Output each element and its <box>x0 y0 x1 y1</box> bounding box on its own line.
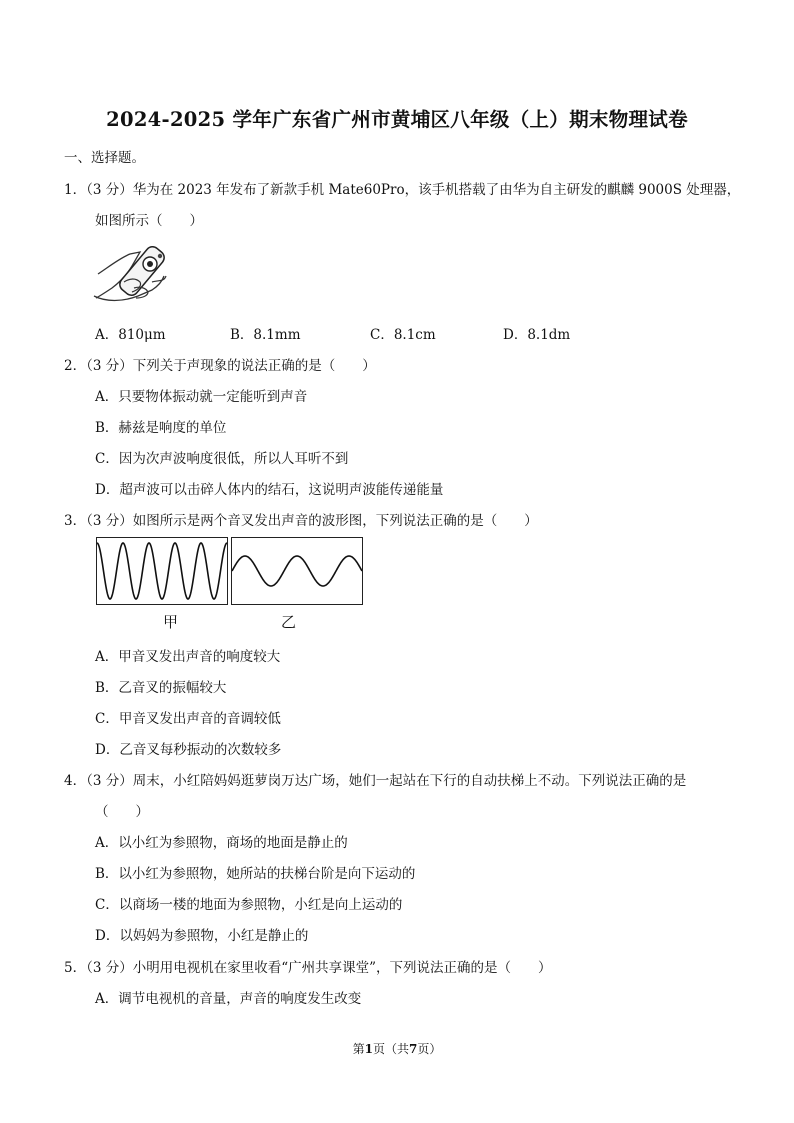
q3-option-b: B．乙音叉的振幅较大 <box>95 680 227 696</box>
q5-option-a: A．调节电视机的音量，声音的响度发生改变 <box>95 991 362 1007</box>
q2-stem: 2．（3 分）下列关于声现象的说法正确的是（ ） <box>64 358 376 374</box>
q4-option-a: A．以小红为参照物，商场的地面是静止的 <box>95 835 348 851</box>
waveform-yi <box>231 537 363 605</box>
footer-suffix: 页） <box>417 1042 442 1056</box>
q4-option-b: B．以小红为参照物，她所站的扶梯台阶是向下运动的 <box>95 866 416 882</box>
waveform-label-jia: 甲 <box>163 613 179 631</box>
q1-option-b: B．8.1mm <box>230 327 301 343</box>
q1-option-a: A．810μm <box>95 327 166 343</box>
q1-option-c: C．8.1cm <box>370 327 436 343</box>
q3-stem: 3．（3 分）如图所示是两个音叉发出声音的波形图，下列说法正确的是（ ） <box>64 513 538 529</box>
q2-option-d: D．超声波可以击碎人体内的结石，这说明声波能传递能量 <box>95 482 444 498</box>
q1-stem-line1: 1．（3 分）华为在 2023 年发布了新款手机 Mate60Pro，该手机搭载了由华为自主研发的麒麟 9000S 处理器， <box>64 182 741 198</box>
page-footer <box>0 1040 794 1057</box>
footer-prefix: 第 <box>352 1042 365 1056</box>
q4-option-c: C．以商场一楼的地面为参照物，小红是向上运动的 <box>95 897 403 913</box>
waveform-jia <box>96 537 228 605</box>
phone-in-hand-image <box>92 236 196 306</box>
section-heading: 一、选择题。 <box>64 150 145 166</box>
q3-option-c: C．甲音叉发出声音的音调较低 <box>95 711 281 727</box>
footer-total-pages: 7 <box>409 1042 418 1056</box>
q5-stem: 5．（3 分）小明用电视机在家里收看“广州共享课堂”，下列说法正确的是（ ） <box>64 960 552 976</box>
q3-option-a: A．甲音叉发出声音的响度较大 <box>95 649 281 665</box>
footer-middle: 页（共 <box>372 1042 409 1056</box>
waveform-label-yi: 乙 <box>281 613 297 631</box>
q1-stem-line2: 如图所示（ ） <box>95 213 203 229</box>
q3-option-d: D．乙音叉每秒振动的次数较多 <box>95 742 282 758</box>
page-title: 2024-2025 学年广东省广州市黄埔区八年级（上）期末物理试卷 <box>106 108 688 131</box>
q2-option-a: A．只要物体振动就一定能听到声音 <box>95 389 308 405</box>
q1-options-row <box>0 323 794 343</box>
q2-option-b: B．赫兹是响度的单位 <box>95 420 227 436</box>
q1-option-d: D．8.1dm <box>503 327 571 343</box>
footer-page-number: 1 <box>364 1042 373 1056</box>
q4-stem-line2: （ ） <box>95 804 149 820</box>
q4-option-d: D．以妈妈为参照物，小红是静止的 <box>95 928 309 944</box>
q4-stem-line1: 4．（3 分）周末，小红陪妈妈逛萝岗万达广场，她们一起站在下行的自动扶梯上不动。下列说法正确的是 <box>64 773 687 789</box>
q2-option-c: C．因为次声波响度很低，所以人耳听不到 <box>95 451 349 467</box>
